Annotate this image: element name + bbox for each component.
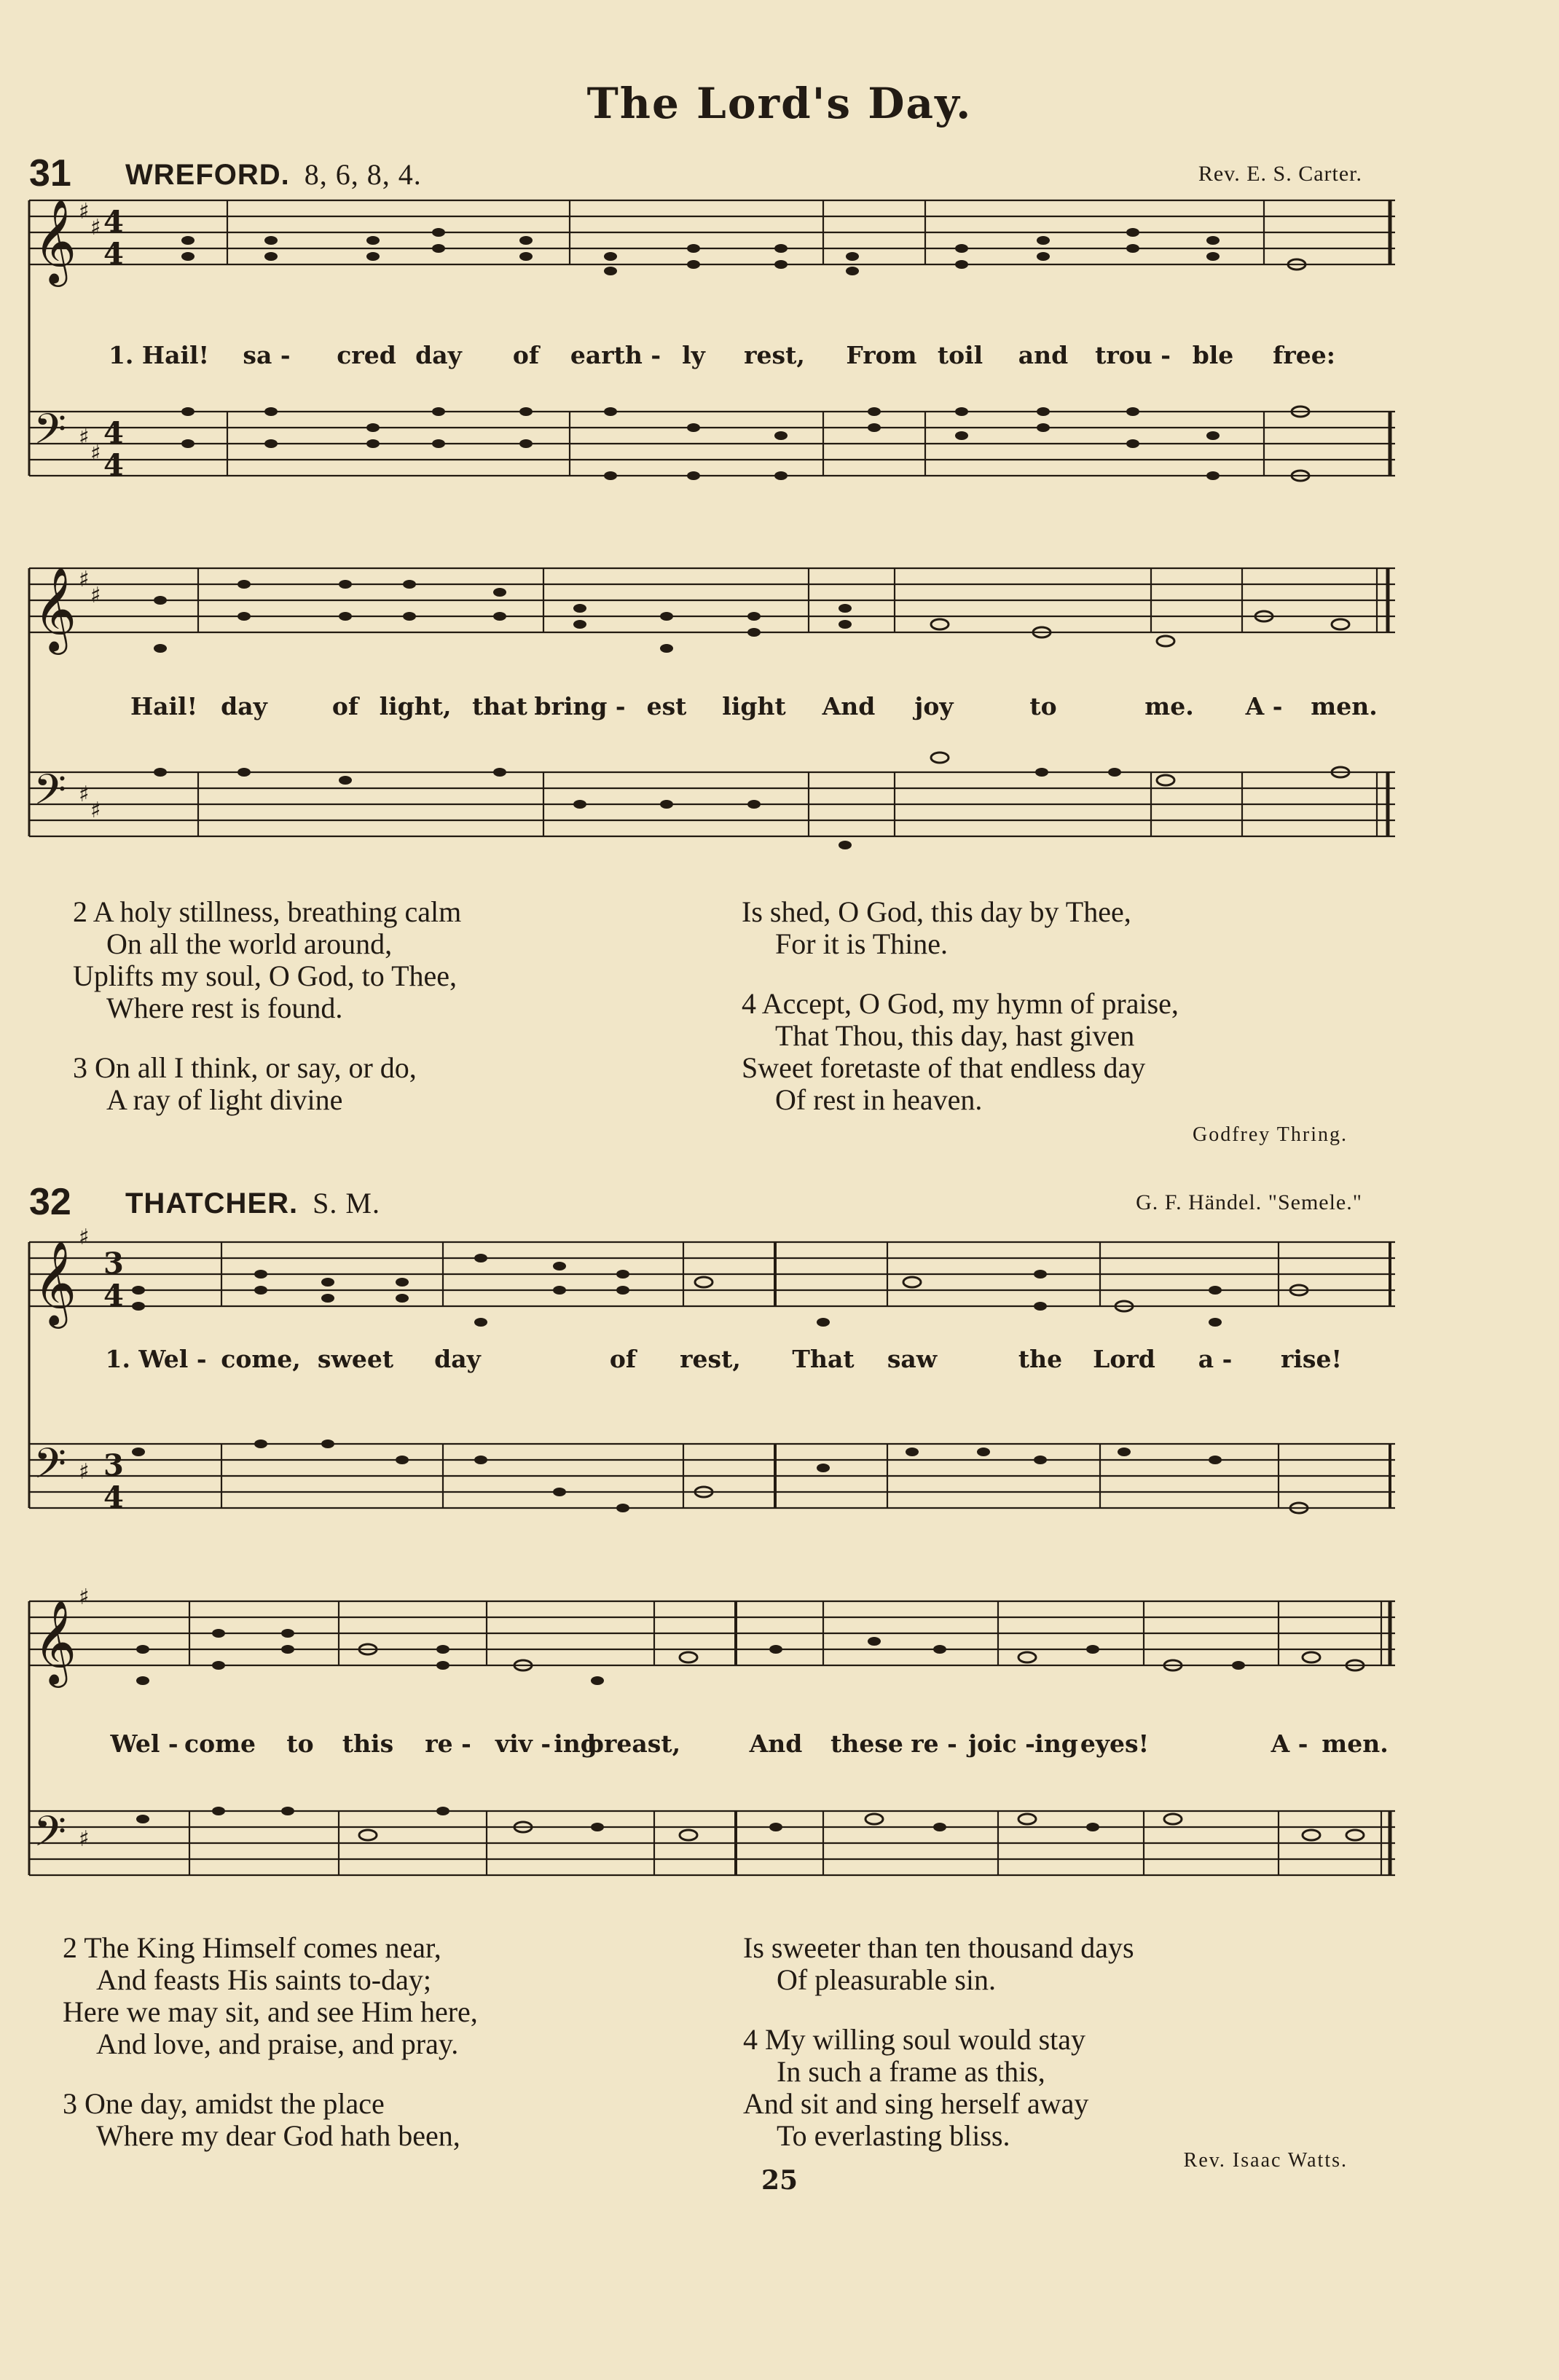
time-signature-top: 4 [103, 205, 124, 239]
lyric-syllable: And [822, 692, 876, 720]
sharp-icon: ♯ [90, 441, 101, 466]
lyric-syllable: the [1018, 1345, 1063, 1373]
hymn-32-lyrics-line-2 [0, 1729, 1559, 1766]
treble-clef-icon: 𝄞 [34, 198, 77, 283]
lyric-syllable: men. [1322, 1729, 1389, 1758]
clef-group [34, 1225, 124, 1866]
sharp-icon: ♯ [90, 215, 101, 240]
lyric-syllable: earth - [570, 341, 661, 369]
bass-clef-icon: 𝄢 [34, 404, 67, 464]
lyric-syllable: come, [221, 1345, 301, 1373]
verse-line: Uplifts my soul, O God, to Thee, [73, 959, 458, 992]
hymn-number: 31 [29, 152, 71, 195]
hymn-meter: S. M. [313, 1187, 380, 1220]
verse-line: 3 On all I think, or say, or do, [73, 1051, 417, 1084]
lyric-syllable: Hail! [130, 692, 198, 720]
lyric-syllable: And [749, 1729, 803, 1758]
treble-clef-icon: 𝄞 [34, 1599, 77, 1684]
verse-line: For it is Thine. [775, 927, 949, 960]
verse-line: Where my dear God hath been, [96, 2119, 460, 2152]
lyric-syllable: ble [1192, 341, 1234, 369]
time-signature-bottom: 4 [103, 237, 124, 271]
lyric-syllable: that [472, 692, 527, 720]
lyric-syllable: A - [1245, 692, 1283, 720]
sharp-icon: ♯ [90, 798, 101, 823]
lyric-syllable: re - [425, 1729, 471, 1758]
lyric-syllable: me. [1144, 692, 1194, 720]
verse-line: A ray of light divine [106, 1083, 343, 1116]
composer-credit: Rev. E. S. Carter. [1198, 162, 1362, 186]
verse-line: 4 My willing soul would stay [743, 2023, 1086, 2056]
time-signature-top: 4 [103, 416, 124, 450]
lyric-syllable: 1. Wel - [105, 1345, 207, 1373]
verse-line: On all the world around, [106, 927, 393, 960]
stanza [63, 2088, 478, 2152]
verse-line: That Thou, this day, hast given [775, 1019, 1135, 1052]
lyric-syllable: ing [554, 1729, 597, 1758]
lyric-syllable: Wel - [110, 1729, 178, 1758]
lyric-syllable: men. [1311, 692, 1378, 720]
lyric-syllable: 1. Hail! [108, 341, 210, 369]
tune-title: WREFORD. [125, 159, 290, 191]
verse-line: 2 The King Himself comes near, [63, 1931, 441, 1964]
lyric-syllable: day [221, 692, 267, 720]
lyric-syllable: re - [911, 1729, 957, 1758]
sharp-icon: ♯ [79, 425, 90, 450]
verse-line: And feasts His saints to-day; [96, 1963, 431, 1996]
page-title: The Lord's Day. [586, 79, 973, 128]
bass-clef-icon: 𝄢 [34, 765, 67, 825]
lyric-syllable: these [830, 1729, 903, 1758]
lyric-syllable: eyes! [1080, 1729, 1150, 1758]
stanza [743, 1932, 1134, 1996]
lyric-syllable: est [646, 692, 687, 720]
lyric-syllable: ing [1034, 1729, 1078, 1758]
lyric-syllable: That [792, 1345, 855, 1373]
lyric-syllable: rest, [744, 341, 805, 369]
lyric-syllable: free: [1273, 341, 1335, 369]
verse-line: And love, and praise, and pray. [96, 2027, 459, 2060]
tune-title: THATCHER. [125, 1187, 299, 1220]
verse-line: To everlasting bliss. [777, 2119, 1010, 2152]
lyric-syllable: light, [379, 692, 452, 720]
sharp-icon: ♯ [79, 1826, 90, 1852]
lyric-syllable: joic - [968, 1729, 1035, 1758]
lyric-syllable: toil [937, 341, 983, 369]
verse-line: Of pleasurable sin. [777, 1963, 997, 1996]
sharp-icon: ♯ [79, 199, 90, 224]
lyric-syllable: this [342, 1729, 394, 1758]
staff-treble [29, 1601, 1395, 1665]
lyric-syllable: trou - [1095, 341, 1171, 369]
lyric-syllable: light [722, 692, 786, 720]
bass-clef-icon: 𝄢 [34, 1439, 67, 1499]
lyric-syllable: of [331, 692, 359, 720]
verse-line: Here we may sit, and see Him here, [63, 1995, 478, 2028]
sharp-icon: ♯ [79, 1225, 90, 1250]
verse-line: Where rest is found. [106, 991, 343, 1024]
hymn-meter: 8, 6, 8, 4. [304, 158, 422, 191]
time-signature-bottom: 4 [103, 1279, 124, 1313]
sharp-icon: ♯ [79, 1584, 90, 1610]
lyric-syllable: and [1018, 341, 1069, 369]
verse-line: Is sweeter than ten thousand days [743, 1931, 1134, 1964]
verse-line: Is shed, O God, this day by Thee, [742, 895, 1131, 928]
verse-line: Of rest in heaven. [775, 1083, 983, 1116]
verse-line: 4 Accept, O God, my hymn of praise, [742, 987, 1179, 1020]
lyric-syllable: a - [1198, 1345, 1233, 1373]
verse-line: Sweet foretaste of that endless day [742, 1051, 1146, 1084]
lyric-syllable: day [434, 1345, 481, 1373]
lyric-syllable: ly [682, 341, 705, 369]
hymn-number: 32 [29, 1181, 71, 1223]
treble-clef-icon: 𝄞 [34, 566, 77, 651]
lyric-syllable: rest, [680, 1345, 741, 1373]
staff-bass [29, 1444, 1395, 1508]
lyric-syllable: viv - [495, 1729, 551, 1758]
verse-line: 2 A holy stillness, breathing calm [73, 895, 462, 928]
hymn-32-verses-left [63, 1932, 478, 2180]
lyric-syllable: of [512, 341, 540, 369]
lyric-syllable: joy [914, 692, 954, 720]
sharp-icon: ♯ [79, 782, 90, 807]
hymn-32-lyrics-line-1 [0, 1345, 1559, 1381]
bass-clef-icon: 𝄢 [34, 1807, 67, 1866]
lyric-syllable: breast, [586, 1729, 681, 1758]
lyric-syllable: From [846, 341, 917, 369]
verse-line: And sit and sing herself away [743, 2087, 1089, 2120]
staff-bass [29, 1811, 1395, 1875]
lyric-syllable: saw [887, 1345, 938, 1373]
sharp-icon: ♯ [79, 567, 90, 592]
sharp-icon: ♯ [79, 1459, 90, 1485]
time-signature-bottom: 4 [103, 1480, 124, 1515]
sharp-icon: ♯ [90, 583, 101, 608]
verse-line: 3 One day, amidst the place [63, 2087, 385, 2120]
lyric-syllable: Lord [1093, 1345, 1155, 1373]
page-number: 25 [761, 2165, 798, 2196]
notes-system-3 [132, 1254, 1308, 1513]
composer-credit: G. F. Händel. "Semele." [1136, 1190, 1362, 1214]
time-signature-bottom: 4 [103, 448, 124, 482]
lyric-syllable: sa - [243, 341, 291, 369]
lyric-syllable: cred [337, 341, 396, 369]
verse-line: In such a frame as this, [777, 2055, 1045, 2088]
lyric-syllable: day [415, 341, 462, 369]
stanza [743, 2024, 1134, 2152]
treble-clef-icon: 𝄞 [34, 1240, 77, 1325]
lyric-syllable: of [609, 1345, 637, 1373]
hymn-author: Godfrey Thring. [1193, 1123, 1348, 1146]
lyric-syllable: come [184, 1729, 256, 1758]
lyric-syllable: to [286, 1729, 314, 1758]
time-signature-top: 3 [103, 1246, 124, 1281]
lyric-syllable: sweet [317, 1345, 394, 1373]
staff-treble [29, 1242, 1395, 1306]
stanza [63, 1932, 478, 2060]
hymn-author: Rev. Isaac Watts. [1183, 2149, 1348, 2172]
hymn-32-verses-right [743, 1932, 1134, 2180]
lyric-syllable: to [1029, 692, 1057, 720]
lyric-syllable: A - [1271, 1729, 1308, 1758]
lyric-syllable: bring - [534, 692, 626, 720]
lyric-syllable: rise! [1281, 1345, 1342, 1373]
time-signature-top: 3 [103, 1448, 124, 1482]
